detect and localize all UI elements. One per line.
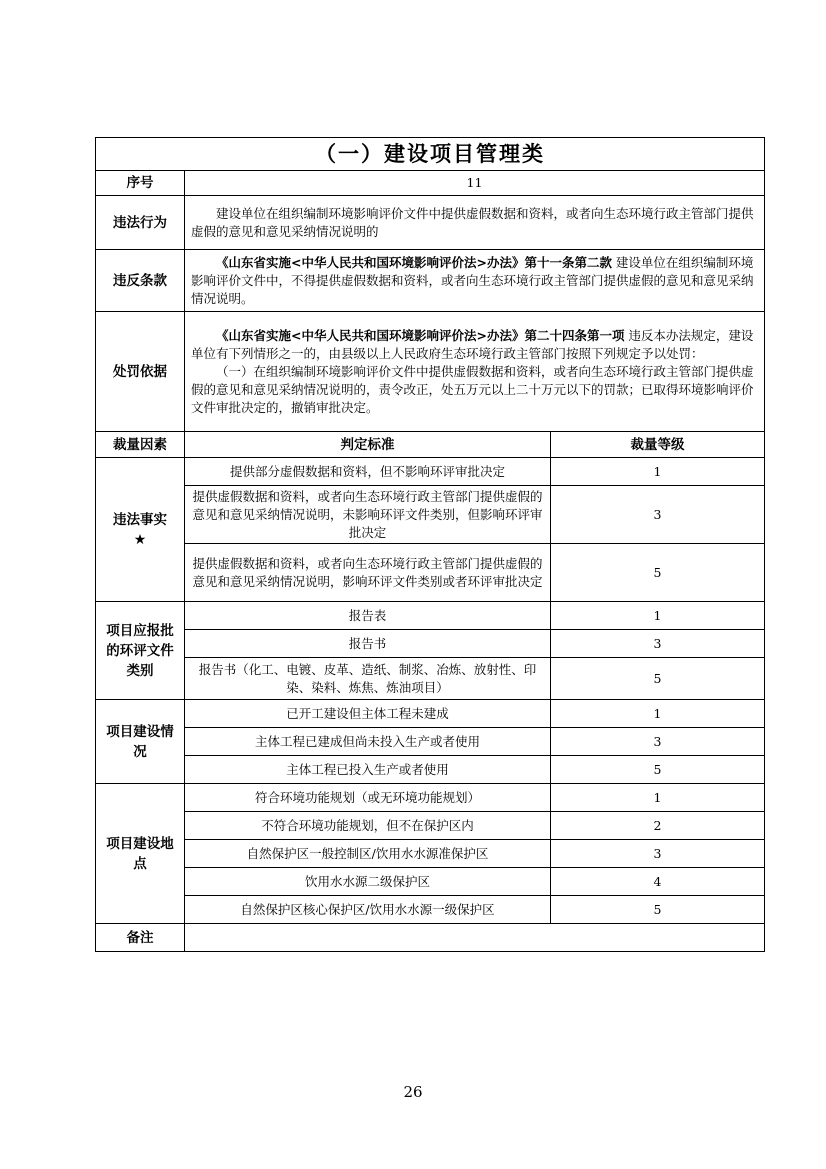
- factor-label-illegal-fact: [96, 458, 185, 602]
- level-cell: 3: [551, 728, 765, 756]
- violation-text: 建设单位在组织编制环境影响评价文件中提供虚假数据和资料，或者向生态环境行政主管部门提供虚假的意见和意见采纳情况说明的: [185, 196, 765, 250]
- standard-cell: 饮用水水源二级保护区: [185, 868, 551, 896]
- table-row: [96, 700, 765, 728]
- remarks-row: [96, 924, 765, 952]
- page-number: 26: [403, 1083, 423, 1101]
- factor-label-construction-site: 项目建设地点: [96, 784, 185, 924]
- penalty-basis-law-ref: 《山东省实施<中华人民共和国环境影响评价法>办法》第二十四条第一项: [216, 327, 625, 343]
- remarks-value: [185, 924, 765, 952]
- level-cell: 5: [551, 544, 765, 602]
- table-row: [96, 756, 765, 784]
- violated-clause-text: 建设单位在组织编制环境影响评价文件中，不得提供虚假数据和资料，或者向生态环境行政主管部门提供虚假的意见和意见采纳情况说明。: [191, 254, 754, 306]
- standard-cell: 符合环境功能规划（或无环境功能规划）: [185, 784, 551, 812]
- header-level: 裁量等级: [551, 432, 765, 458]
- level-cell: 3: [551, 486, 765, 544]
- factor-label-text: 违法事实: [113, 511, 167, 528]
- level-cell: 1: [551, 602, 765, 630]
- serial-row: [96, 171, 765, 196]
- table-row: [96, 896, 765, 924]
- standard-cell: 报告书（化工、电镀、皮革、造纸、制浆、冶炼、放射性、印染、染料、炼焦、炼油项目）: [185, 658, 551, 700]
- violation-label: 违法行为: [96, 196, 185, 250]
- table-row: [96, 840, 765, 868]
- penalty-basis-paragraph: [191, 327, 758, 363]
- violated-clause-cell: [185, 250, 765, 312]
- standard-cell: 提供虚假数据和资料，或者向生态环境行政主管部门提供虚假的意见和意见采纳情况说明，影响环评文件类别或者环评审批决定: [185, 544, 551, 602]
- table-row: [96, 630, 765, 658]
- penalty-basis-row: [96, 312, 765, 432]
- violated-clause-label: 违反条款: [96, 250, 185, 312]
- standard-cell: 主体工程已投入生产或者使用: [185, 756, 551, 784]
- serial-value: 11: [185, 171, 765, 196]
- table-row: [96, 784, 765, 812]
- level-cell: 3: [551, 630, 765, 658]
- standard-cell: 主体工程已建成但尚未投入生产或者使用: [185, 728, 551, 756]
- level-cell: 5: [551, 756, 765, 784]
- level-cell: 1: [551, 784, 765, 812]
- standard-cell: 报告表: [185, 602, 551, 630]
- factor-label-construction-status: 项目建设情况: [96, 700, 185, 784]
- level-cell: 4: [551, 868, 765, 896]
- table-row: [96, 544, 765, 602]
- table-row: [96, 868, 765, 896]
- standard-cell: 自然保护区一般控制区/饮用水水源准保护区: [185, 840, 551, 868]
- penalty-basis-item: （一）在组织编制环境影响评价文件中提供虚假数据和资料，或者向生态环境行政主管部门提供虚假的意见和意见采纳情况说明的，责令改正，处五万元以上二十万元以下的罚款；已取得环境影响评价文件审批决定的，撤销审批决定。: [191, 363, 754, 415]
- standard-cell: 自然保护区核心保护区/饮用水水源一级保护区: [185, 896, 551, 924]
- standard-cell: 不符合环境功能规划，但不在保护区内: [185, 812, 551, 840]
- title-row: [96, 138, 765, 171]
- level-cell: 1: [551, 458, 765, 486]
- remarks-label: 备注: [96, 924, 185, 952]
- discretion-table: [95, 137, 765, 952]
- violated-clause-row: [96, 250, 765, 312]
- level-cell: 5: [551, 896, 765, 924]
- table-row: [96, 728, 765, 756]
- table-row: [96, 658, 765, 700]
- violation-row: [96, 196, 765, 250]
- level-cell: 5: [551, 658, 765, 700]
- table-row: [96, 812, 765, 840]
- penalty-basis-cell: [185, 312, 765, 432]
- star-icon: ★: [133, 531, 147, 548]
- penalty-basis-label: 处罚依据: [96, 312, 185, 432]
- header-factor: 裁量因素: [96, 432, 185, 458]
- table-title: （一）建设项目管理类: [96, 138, 765, 171]
- serial-label: 序号: [96, 171, 185, 196]
- level-cell: 3: [551, 840, 765, 868]
- table-row: [96, 486, 765, 544]
- standard-cell: 报告书: [185, 630, 551, 658]
- table-row: [96, 458, 765, 486]
- standard-cell: 已开工建设但主体工程未建成: [185, 700, 551, 728]
- factor-label-document-type: 项目应报批的环评文件类别: [96, 602, 185, 700]
- table-row: [96, 602, 765, 630]
- level-cell: 1: [551, 700, 765, 728]
- penalty-basis-text: 违反本办法规定，建设单位有下列情形之一的，由县级以上人民政府生态环境行政主管部门按照下列规定予以处罚：: [191, 327, 754, 361]
- header-row: [96, 432, 765, 458]
- standard-cell: 提供虚假数据和资料，或者向生态环境行政主管部门提供虚假的意见和意见采纳情况说明，未影响环评文件类别，但影响环评审批决定: [185, 486, 551, 544]
- violated-clause-law-ref: 《山东省实施<中华人民共和国环境影响评价法>办法》第十一条第二款: [216, 254, 612, 270]
- level-cell: 2: [551, 812, 765, 840]
- header-standard: 判定标准: [185, 432, 551, 458]
- standard-cell: 提供部分虚假数据和资料，但不影响环评审批决定: [185, 458, 551, 486]
